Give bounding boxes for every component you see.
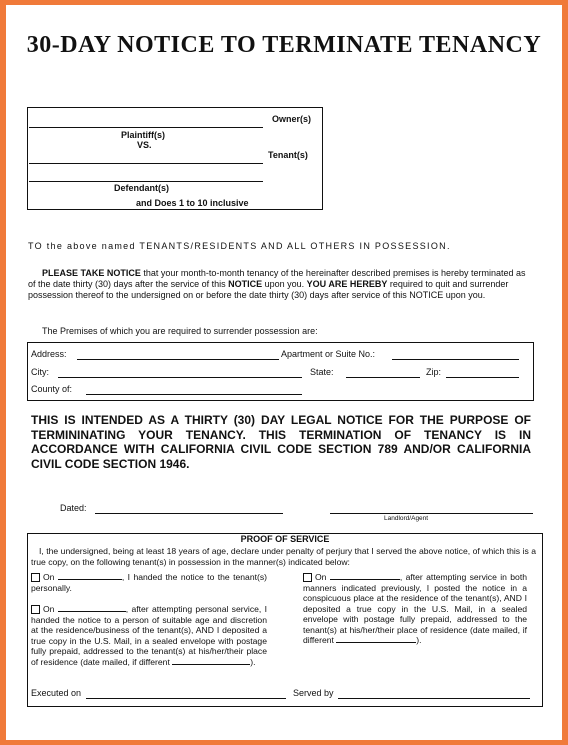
opt1-on: On — [43, 572, 55, 582]
opt3-text: , after attempting service in both manners indicated previously, I posted the notice in a conspicuous place at the residence of the tenant(s), AND I deposited a true copy in the U.S. Mail, in a sealed envelope with postage fully prepaid, addressed to the tenant(s) at his/her/their place of residence (date mailed, if different — [303, 572, 527, 645]
opt2-mailed-field[interactable] — [172, 664, 250, 665]
apt-field[interactable] — [392, 359, 519, 360]
opt2-end: ). — [250, 656, 256, 667]
executed-on-field[interactable] — [86, 698, 286, 699]
service-option-substituted — [31, 604, 267, 667]
state-field[interactable] — [346, 377, 420, 378]
document-title: 30-DAY NOTICE TO TERMINATE TENANCY — [26, 32, 542, 58]
county-field[interactable] — [86, 394, 302, 395]
opt3-date-field[interactable] — [330, 579, 400, 580]
tenant-line — [29, 163, 263, 164]
notice-text-1: that your month-to-month tenancy of the hereinafter described premises is hereby terminated as of the date thirty (30) days after the service of this — [28, 268, 526, 289]
city-label: City: — [31, 367, 49, 377]
notice-text-2: upon you. — [262, 279, 307, 289]
owner-line — [29, 127, 263, 128]
defendants-label: Defendant(s) — [114, 183, 170, 193]
served-by-label: Served by — [293, 688, 334, 698]
dated-field[interactable] — [95, 513, 283, 514]
caption-bottom-line — [27, 209, 323, 210]
notice-bold: NOTICE — [228, 279, 263, 289]
service-option-personal — [31, 572, 267, 593]
county-label: County of: — [31, 384, 73, 394]
caption-right-border — [322, 107, 323, 209]
state-label: State: — [310, 367, 334, 377]
landlord-signature-line[interactable] — [330, 513, 533, 514]
notice-hereby: YOU ARE HEREBY — [306, 279, 388, 289]
served-by-field[interactable] — [338, 698, 530, 699]
posting-service-checkbox[interactable] — [303, 573, 312, 582]
legal-notice: THIS IS INTENDED AS A THIRTY (30) DAY LEGAL NOTICE FOR THE PURPOSE OF TERMININATING YOUR TENANCY. THIS TERMINATION OF TENANCY IS IN ACCORDANCE WITH CALIFORNIA CIVIL CODE SECTION 789 AND/OR CALIFORNIA CIVIL CODE SECTION 1946. — [31, 413, 531, 471]
address-field[interactable] — [77, 359, 279, 360]
proof-intro: I, the undersigned, being at least 18 years of age, declare under penalty of perjury that I served the above notice, of which this is a true copy, on the following tenant(s) in possession in the manner(s) indicated below: — [31, 546, 536, 567]
opt3-on: On — [315, 572, 327, 582]
premises-intro: The Premises of which you are required to surrender possession are: — [42, 326, 318, 336]
plaintiffs-label: Plaintiff(s) — [121, 130, 165, 140]
defendant-line — [29, 181, 263, 182]
does-label: and Does 1 to 10 inclusive — [136, 198, 249, 208]
caption-top-line — [27, 107, 323, 108]
personal-service-checkbox[interactable] — [31, 573, 40, 582]
apt-label: Apartment or Suite No.: — [281, 349, 376, 359]
tenants-label: Tenant(s) — [268, 150, 308, 160]
opt3-end: ). — [416, 635, 422, 645]
executed-on-label: Executed on — [31, 688, 82, 698]
to-line: TO the above named TENANTS/RESIDENTS AND ALL OTHERS IN POSSESSION. — [28, 241, 451, 251]
notice-text-3: required to quit and surrender possession thereof to the undersigned on or before the date thirty (30) days after service of this NOTICE upon you. — [28, 279, 509, 300]
zip-label: Zip: — [426, 367, 442, 377]
notice-lead: PLEASE TAKE NOTICE — [42, 268, 141, 278]
opt2-text: , after attempting personal service, I handed the notice to a person of suitable age and discretion at the residence/business of the tenant(s), AND I deposited a true copy in the U.S. Mail, in a sealed envelope with postage fully prepaid, addressed to the tenant(s) at his/her/their place of residence (date mailed, if different — [31, 604, 267, 667]
service-option-posting — [303, 572, 527, 646]
proof-heading: PROOF OF SERVICE — [240, 534, 330, 544]
address-label: Address: — [31, 349, 67, 359]
substituted-service-checkbox[interactable] — [31, 605, 40, 614]
opt1-date-field[interactable] — [58, 579, 122, 580]
dated-label: Dated: — [60, 503, 87, 513]
owners-label: Owner(s) — [272, 114, 312, 124]
notice-paragraph — [28, 268, 534, 301]
opt2-on: On — [43, 604, 55, 614]
zip-field[interactable] — [446, 377, 519, 378]
caption-left-border — [27, 107, 28, 209]
landlord-agent-label: Landlord/Agent — [384, 515, 429, 522]
opt1-text: , I handed the notice to the tenant(s) personally. — [31, 572, 268, 593]
opt2-date-field[interactable] — [58, 611, 126, 612]
opt3-mailed-field[interactable] — [336, 642, 416, 643]
city-field[interactable] — [58, 377, 302, 378]
vs-label: VS. — [137, 140, 152, 150]
